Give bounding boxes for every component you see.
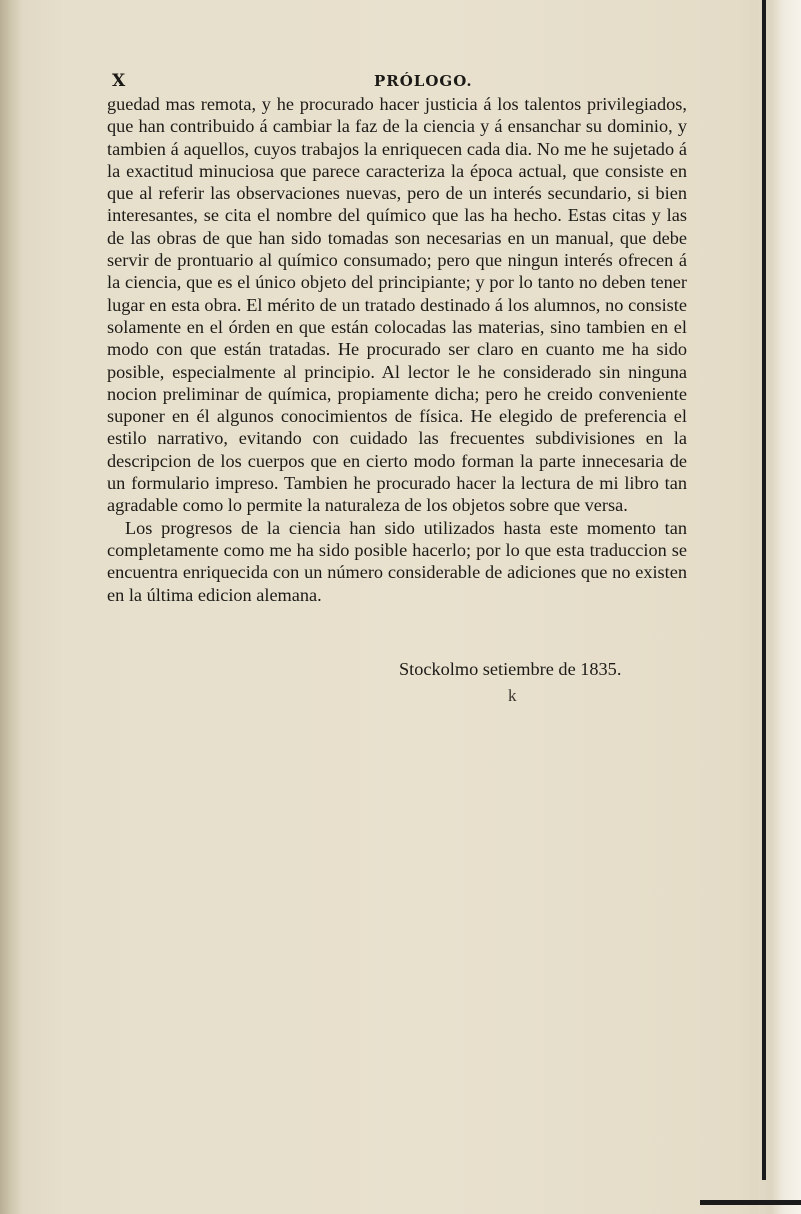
running-title: PRÓLOGO.: [374, 72, 473, 90]
body-text: [107, 93, 687, 606]
page-header: [112, 71, 682, 95]
paragraph: guedad mas remota, y he procurado hacer justicia á los talentos privilegiados, que han contribuido á cambiar la faz de la ciencia y á ensanchar su dominio, y tambien á aquellos, cuyos trabajos la enriquecen cada dia. No me he sujetado á la exactitud minuciosa que parece caracteriza la época actual, que consiste en que al referir las observaciones nuevas, pero de un interés secundario, si bien interesantes, se cita el nombre del químico que las ha hecho. Estas citas y las de las obras de que han sido tomadas son necesarias en un manual, que debe servir de prontuario al químico consumado; pero que ningun interés ofrecen á la ciencia, que es el único objeto del principiante; y por lo tanto no deben tener lugar en esta obra. El mérito de un tratado destinado á los alumnos, no consiste solamente en el órden en que están colocadas las materias, sino tambien en el modo con que están tratadas. He procurado ser claro en cuanto me ha sido posible, especialmente al principio. Al lector le he considerado sin ninguna nocion preliminar de química, propiamente dicha; pero he creido conveniente suponer en él algunos conocimientos de física. He elegido de preferencia el estilo narrativo, evitando con cuidado las frecuentes subdivisiones en la descripcion de los cuerpos que en cierto modo forman la parte innecesaria de un formulario impreso. Tambien he procurado hacer la lectura de mi libro tan agradable como lo permite la naturaleza de los objetos sobre que versa.: [107, 94, 687, 516]
stray-mark: k: [508, 686, 517, 705]
paragraph: Los progresos de la ciencia han sido utilizados hasta este momento tan completamente como me ha sido posible hacerlo; por lo que esta traduccion se encuentra enriquecida con un número considerable de adiciones que no existen en la última edicion alemana.: [107, 517, 687, 605]
page-number: X: [112, 71, 126, 91]
scan-border-line: [762, 0, 766, 1180]
place-date-signature: Stockolmo setiembre de 1835.: [399, 659, 622, 679]
binding-shadow: [0, 0, 22, 1214]
scan-bottom-line: [700, 1200, 801, 1205]
